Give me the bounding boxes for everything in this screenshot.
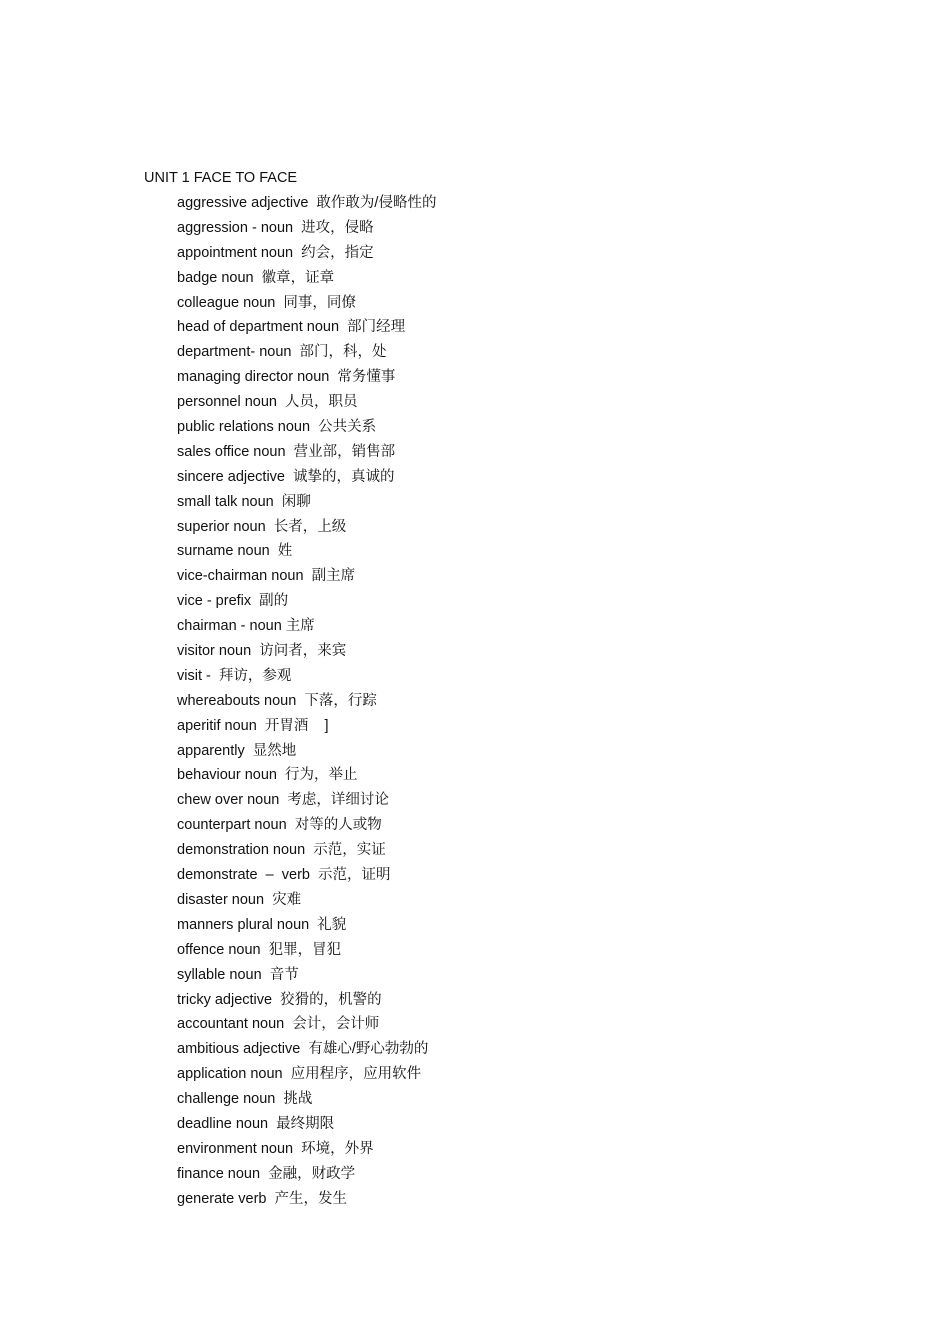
vocab-entry: finance noun 金融，财政学: [177, 1165, 356, 1182]
vocab-entry: sales office noun 营业部，销售部: [177, 443, 396, 460]
vocab-entry: behaviour noun 行为，举止: [177, 767, 358, 784]
vocab-entry: managing director noun 常务懂事: [177, 369, 396, 386]
vocab-entry: tricky adjective 狡猾的，机警的: [177, 991, 382, 1008]
vocab-entry: vice-chairman noun 副主席: [177, 568, 356, 585]
vocab-entry: sincere adjective 诚挚的，真诚的: [177, 468, 395, 485]
unit-title: UNIT 1 FACE TO FACE: [144, 170, 298, 186]
vocab-entry: visit - 拜访，参观: [177, 667, 292, 684]
vocab-entry: disaster noun 灾难: [177, 891, 302, 908]
vocab-entry: deadline noun 最终期限: [177, 1115, 335, 1132]
vocab-entry: colleague noun 同事，同僚: [177, 294, 356, 311]
vocab-entry: vice - prefix 副的: [177, 593, 289, 610]
vocab-entry: aggressive adjective 敢作敢为/侵略性的: [177, 195, 437, 211]
vocab-entry: syllable noun 音节: [177, 966, 299, 983]
vocab-entry: small talk noun 闲聊: [177, 493, 311, 510]
vocab-entry: chairman - noun 主席: [177, 618, 315, 635]
vocab-entry: badge noun 徽章，证章: [177, 269, 335, 286]
vocab-entry: ambitious adjective 有雄心/野心勃勃的: [177, 1041, 429, 1058]
vocab-entry: personnel noun 人员，职员: [177, 394, 358, 411]
vocab-entry: accountant noun 会计，会计师: [177, 1016, 380, 1033]
vocab-entry: environment noun 环境，外界: [177, 1140, 374, 1157]
vocab-entry: challenge noun 挑战: [177, 1091, 313, 1108]
vocab-entry: department- noun 部门，科，处: [177, 344, 387, 361]
vocab-entry: aperitif noun 开胃酒 ]: [177, 717, 329, 734]
vocab-entry: manners plural noun 礼貌: [177, 916, 347, 933]
vocab-entry: demonstrate – verb 示范，证明: [177, 867, 391, 884]
vocab-entry: superior noun 长者，上级: [177, 518, 347, 535]
vocab-entry: generate verb 产生，发生: [177, 1190, 348, 1207]
vocabulary-list: [177, 193, 436, 1214]
vocab-entry: counterpart noun 对等的人或物: [177, 817, 382, 834]
vocab-entry: appointment noun 约会，指定: [177, 244, 374, 261]
vocab-entry: public relations noun 公共关系: [177, 419, 377, 436]
vocab-entry: head of department noun 部门经理: [177, 319, 406, 336]
vocab-entry: application noun 应用程序，应用软件: [177, 1066, 422, 1083]
vocab-entry: demonstration noun 示范，实证: [177, 842, 386, 859]
vocab-entry: surname noun 姓: [177, 543, 293, 560]
vocab-entry: chew over noun 考虑，详细讨论: [177, 792, 389, 809]
vocab-entry: apparently 显然地: [177, 742, 297, 759]
vocab-entry: offence noun 犯罪，冒犯: [177, 941, 342, 958]
vocab-entry: visitor noun 访问者，来宾: [177, 643, 347, 660]
vocab-entry: whereabouts noun 下落，行踪: [177, 692, 377, 709]
vocab-entry: aggression - noun 进攻，侵略: [177, 219, 374, 236]
